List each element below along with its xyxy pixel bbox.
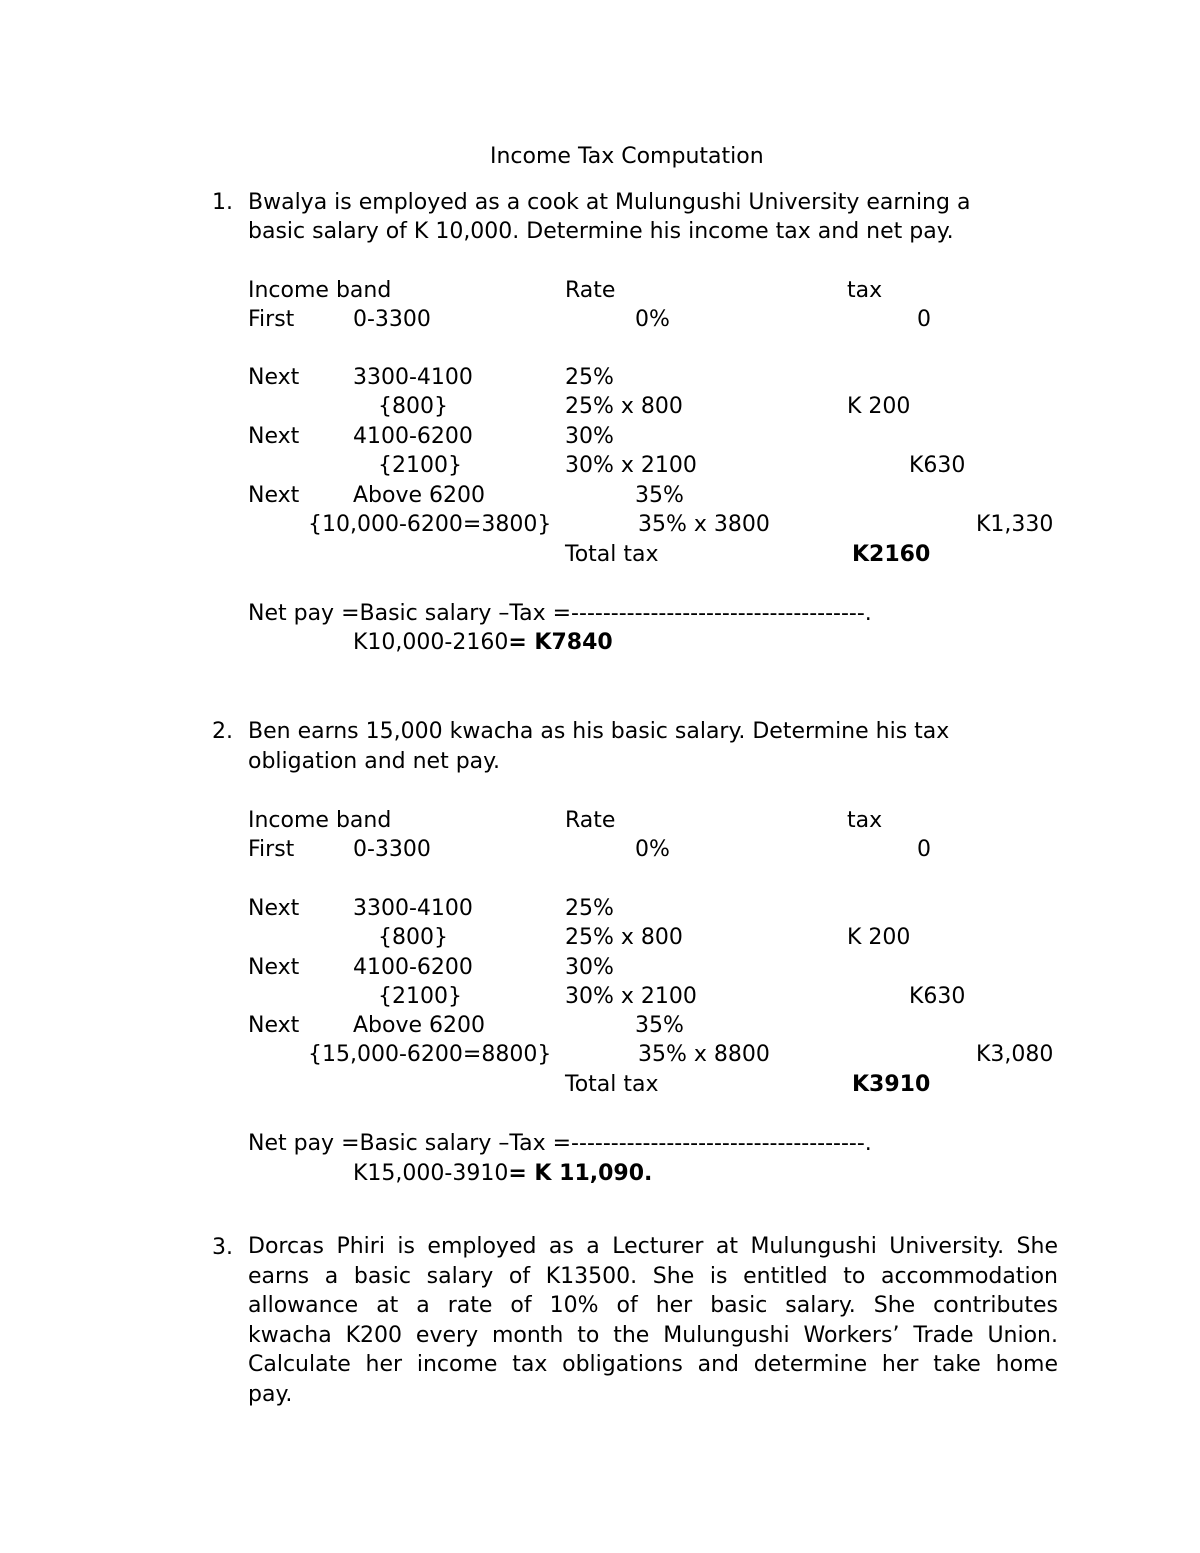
net-pay-expression: K15,000-3910 <box>353 1161 509 1186</box>
band-label: First <box>248 837 295 862</box>
net-pay-formula: Net pay =Basic salary –Tax =-------------------------------------. <box>248 601 872 626</box>
band-amount: {800} <box>378 394 448 419</box>
header-income-band: Income band <box>248 808 392 833</box>
header-tax: tax <box>847 808 883 833</box>
band-range: 4100-6200 <box>353 424 473 449</box>
band-tax: K630 <box>909 984 966 1009</box>
header-tax: tax <box>847 278 883 303</box>
band-tax: K3,080 <box>976 1042 1054 1067</box>
question-text-line: obligation and net pay. <box>248 749 501 774</box>
band-amount: {2100} <box>378 984 462 1009</box>
band-rate: 0% <box>635 307 670 332</box>
band-rate: 35% <box>635 483 684 508</box>
question-text-line: allowance at a rate of 10% of her basic salary. She contributes <box>248 1293 1058 1318</box>
question-text-line: basic salary of K 10,000. Determine his income tax and net pay. <box>248 219 954 244</box>
net-pay-expression: K10,000-2160 <box>353 630 509 655</box>
band-range: 3300-4100 <box>353 365 473 390</box>
band-range: 4100-6200 <box>353 955 473 980</box>
band-calculation: 35% x 3800 <box>638 512 770 537</box>
band-range: 3300-4100 <box>353 896 473 921</box>
net-pay-calculation <box>353 632 613 654</box>
band-label: Next <box>248 955 300 980</box>
band-calculation: 25% x 800 <box>565 394 683 419</box>
net-pay-formula: Net pay =Basic salary –Tax =-------------------------------------. <box>248 1131 872 1156</box>
total-tax-value: K3910 <box>852 1072 931 1097</box>
band-rate: 25% <box>565 896 614 921</box>
band-range: 0-3300 <box>353 307 431 332</box>
band-label: Next <box>248 483 300 508</box>
total-tax-label: Total tax <box>565 1072 659 1097</box>
band-range: Above 6200 <box>353 483 486 508</box>
total-tax-value: K2160 <box>852 542 931 567</box>
band-tax: 0 <box>917 837 931 862</box>
total-tax-label: Total tax <box>565 542 659 567</box>
question-text <box>248 1232 1058 1409</box>
band-range: Above 6200 <box>353 1013 486 1038</box>
question-text-line: Ben earns 15,000 kwacha as his basic salary. Determine his tax <box>248 719 950 744</box>
band-calculation: 30% x 2100 <box>565 453 697 478</box>
band-amount: {10,000-6200=3800} <box>308 512 552 537</box>
band-calculation: 25% x 800 <box>565 925 683 950</box>
question-text-line: kwacha K200 every month to the Mulungushi Workers’ Trade Union. <box>248 1322 1058 1348</box>
band-label: Next <box>248 424 300 449</box>
net-pay-calculation <box>353 1163 652 1185</box>
band-rate: 0% <box>635 837 670 862</box>
question-number: 3. <box>212 1235 233 1260</box>
band-rate: 25% <box>565 365 614 390</box>
question-number: 2. <box>212 719 233 744</box>
band-tax: K630 <box>909 453 966 478</box>
band-label: First <box>248 307 295 332</box>
question-text-line: Dorcas Phiri is employed as a Lecturer at Mulungushi University. She <box>248 1234 1058 1259</box>
band-label: Next <box>248 365 300 390</box>
header-income-band: Income band <box>248 278 392 303</box>
question-text-line: Bwalya is employed as a cook at Mulungushi University earning a <box>248 190 971 215</box>
band-tax: 0 <box>917 307 931 332</box>
band-rate: 35% <box>635 1013 684 1038</box>
question-text-line: earns a basic salary of K13500. She is entitled to accommodation <box>248 1263 1058 1289</box>
header-rate: Rate <box>565 278 616 303</box>
band-amount: {800} <box>378 925 448 950</box>
band-amount: {2100} <box>378 453 462 478</box>
band-tax: K 200 <box>847 925 911 950</box>
band-range: 0-3300 <box>353 837 431 862</box>
question-text-line: Calculate her income tax obligations and determine her take home <box>248 1352 1058 1377</box>
band-calculation: 35% x 8800 <box>638 1042 770 1067</box>
net-pay-result: = K7840 <box>508 630 613 655</box>
band-label: Next <box>248 1013 300 1038</box>
band-tax: K1,330 <box>976 512 1054 537</box>
net-pay-result: = K 11,090. <box>508 1161 653 1186</box>
band-tax: K 200 <box>847 394 911 419</box>
band-label: Next <box>248 896 300 921</box>
band-rate: 30% <box>565 955 614 980</box>
header-rate: Rate <box>565 808 616 833</box>
band-rate: 30% <box>565 424 614 449</box>
band-amount: {15,000-6200=8800} <box>308 1042 552 1067</box>
page-title: Income Tax Computation <box>490 144 764 169</box>
band-calculation: 30% x 2100 <box>565 984 697 1009</box>
question-number: 1. <box>212 190 233 215</box>
question-text-line: pay. <box>248 1381 293 1407</box>
